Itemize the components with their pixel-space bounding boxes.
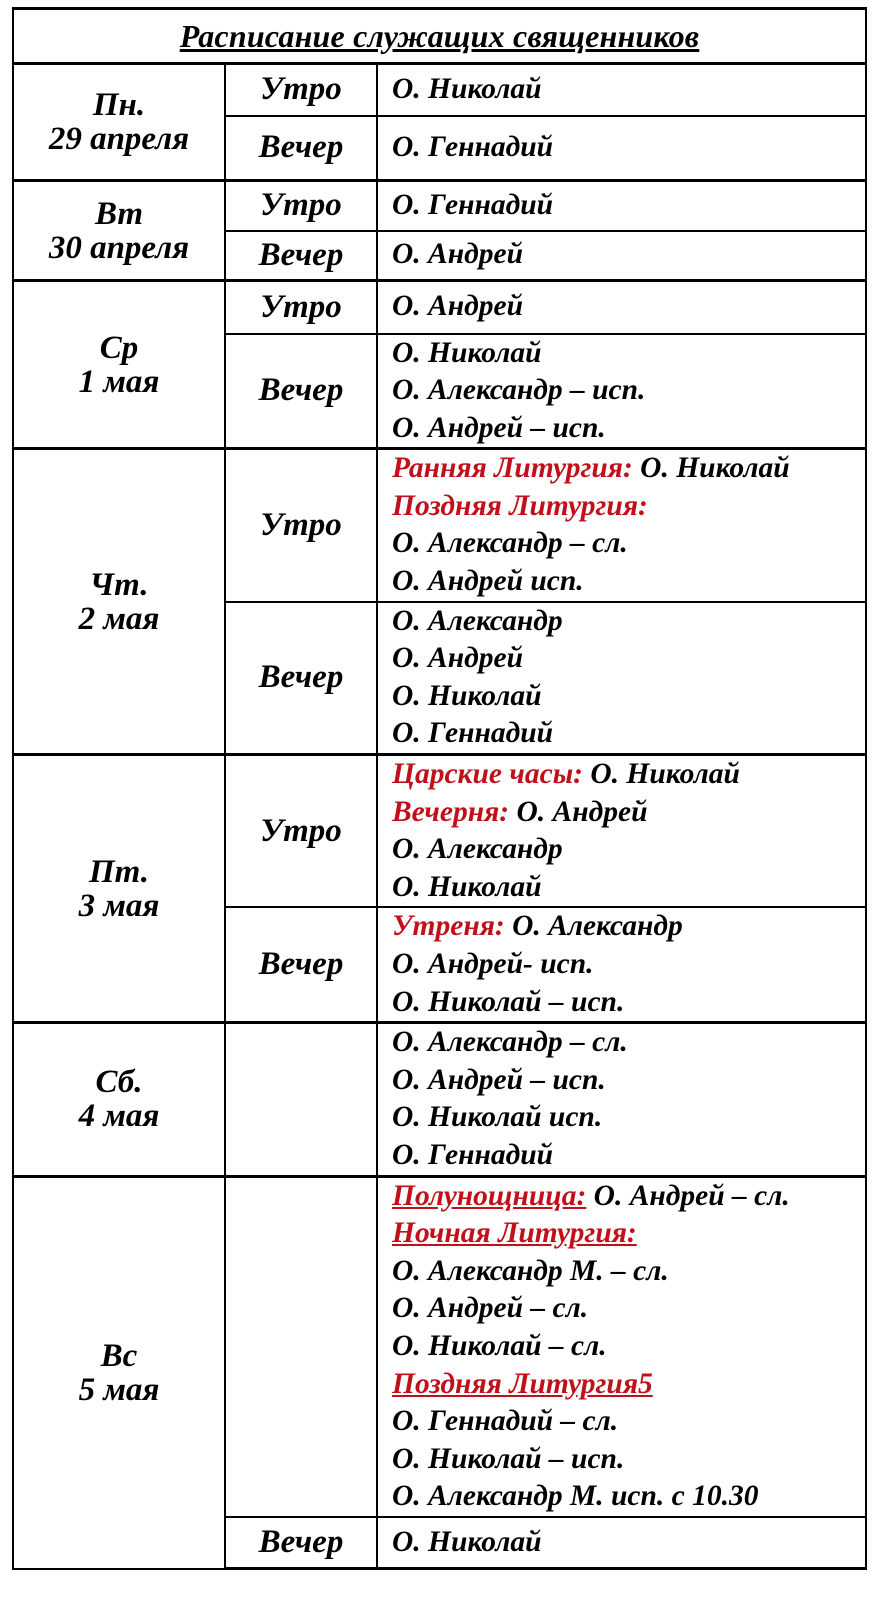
clergy-line bbox=[392, 1178, 865, 1216]
day-cell bbox=[13, 281, 225, 449]
time-of-day: Утро bbox=[225, 181, 377, 231]
clergy-list bbox=[377, 231, 866, 281]
schedule-body bbox=[13, 9, 866, 1569]
clergy-line bbox=[392, 1099, 865, 1137]
day-name: Пн. bbox=[92, 87, 146, 123]
service-name: Поздняя Литургия: bbox=[392, 489, 648, 522]
clergy-line bbox=[392, 831, 865, 869]
priest-name: О. Александр М. – сл. bbox=[392, 1254, 669, 1287]
day-date: 30 апреля bbox=[48, 229, 190, 266]
time-of-day: Утро bbox=[225, 281, 377, 334]
priest-name: О. Николай – исп. bbox=[392, 1442, 625, 1475]
time-of-day: Вечер bbox=[225, 231, 377, 281]
service-name: Ночная Литургия: bbox=[392, 1217, 637, 1250]
schedule-sheet bbox=[12, 7, 865, 1591]
priest-name: О. Андрей – сл. bbox=[392, 1292, 589, 1325]
day-cell bbox=[13, 181, 225, 281]
priest-name: О. Андрей bbox=[392, 290, 523, 323]
clergy-line bbox=[392, 984, 865, 1022]
priest-name: О. Николай bbox=[392, 1525, 542, 1558]
clergy-line bbox=[392, 488, 865, 526]
priest-name: О. Андрей bbox=[392, 238, 523, 271]
day-cell bbox=[13, 64, 225, 181]
priest-name: О. Геннадий bbox=[392, 130, 554, 163]
day-name: Ср bbox=[99, 329, 139, 366]
priest-name: О. Андрей bbox=[392, 642, 523, 675]
priest-name: О. Андрей bbox=[509, 795, 648, 828]
clergy-list bbox=[377, 755, 866, 908]
day-cell bbox=[13, 449, 225, 755]
schedule-row bbox=[13, 755, 866, 908]
priest-name: О. Николай – сл. bbox=[392, 1329, 607, 1362]
title-row bbox=[13, 9, 866, 64]
schedule-row bbox=[13, 1176, 866, 1517]
service-name: Поздняя Литургия5 bbox=[392, 1367, 653, 1400]
schedule-row bbox=[13, 1023, 866, 1176]
priest-name: О. Андрей – исп. bbox=[392, 1063, 606, 1096]
day-cell bbox=[13, 755, 225, 1023]
clergy-line bbox=[392, 525, 865, 563]
time-of-day: Вечер bbox=[225, 907, 377, 1022]
clergy-line bbox=[392, 1253, 865, 1291]
clergy-list bbox=[377, 1517, 866, 1569]
schedule-row bbox=[13, 449, 866, 602]
clergy-line bbox=[392, 563, 865, 601]
day-date: 5 мая bbox=[78, 1371, 160, 1408]
priest-name: О. Николай bbox=[632, 452, 790, 485]
clergy-line bbox=[392, 908, 865, 946]
time-of-day bbox=[225, 1023, 377, 1176]
clergy-line bbox=[392, 372, 865, 410]
clergy-line bbox=[392, 1062, 865, 1100]
day-name: Вс bbox=[100, 1337, 138, 1374]
clergy-list bbox=[377, 334, 866, 449]
time-of-day: Вечер bbox=[225, 116, 377, 181]
priest-name: О. Александр – исп. bbox=[392, 374, 646, 407]
service-name: Царские часы: bbox=[392, 758, 583, 791]
priest-name: О. Андрей- исп. bbox=[392, 948, 594, 980]
clergy-line bbox=[392, 640, 865, 678]
clergy-line bbox=[392, 236, 865, 274]
clergy-list bbox=[377, 1176, 866, 1517]
clergy-list bbox=[377, 602, 866, 755]
page-title: Расписание служащих священников bbox=[13, 9, 866, 64]
clergy-list bbox=[377, 449, 866, 602]
priest-name: О. Геннадий – сл. bbox=[392, 1405, 619, 1438]
priest-name: О. Николай bbox=[392, 72, 542, 105]
clergy-line bbox=[392, 603, 865, 641]
clergy-line bbox=[392, 410, 865, 448]
priest-name: О. Геннадий bbox=[392, 188, 554, 221]
service-name: Вечерня: bbox=[392, 795, 510, 828]
priest-name: О. Геннадий bbox=[392, 1138, 554, 1171]
day-cell bbox=[13, 1023, 225, 1176]
clergy-line bbox=[392, 794, 865, 832]
day-cell bbox=[13, 1176, 225, 1569]
service-name: Ранняя Литургия: bbox=[392, 452, 633, 485]
clergy-list bbox=[377, 116, 866, 181]
clergy-line bbox=[392, 129, 865, 167]
priest-name: О. Александр bbox=[392, 833, 563, 866]
priest-name: О. Александр bbox=[392, 604, 563, 637]
day-date: 4 мая bbox=[78, 1098, 160, 1135]
clergy-line bbox=[392, 1478, 865, 1516]
clergy-line bbox=[392, 187, 865, 225]
day-date: 1 мая bbox=[78, 363, 160, 400]
day-name: Сб. bbox=[95, 1064, 143, 1101]
clergy-line bbox=[392, 1290, 865, 1328]
schedule-row bbox=[13, 64, 866, 116]
clergy-line bbox=[392, 715, 865, 753]
priest-name: О. Николай – исп. bbox=[392, 985, 625, 1018]
day-date: 2 мая bbox=[78, 600, 160, 637]
clergy-line bbox=[392, 1137, 865, 1175]
priest-name: О. Александр М. исп. с 10.30 bbox=[392, 1480, 759, 1513]
service-name: Полунощница: bbox=[392, 1179, 587, 1212]
clergy-line bbox=[392, 1215, 865, 1253]
clergy-line bbox=[392, 869, 865, 907]
priest-name: О. Александр bbox=[504, 910, 683, 943]
priest-name: О. Александр – сл. bbox=[392, 527, 628, 560]
time-of-day: Утро bbox=[225, 755, 377, 908]
priest-name: О. Александр – сл. bbox=[392, 1026, 628, 1059]
clergy-line bbox=[392, 946, 865, 984]
time-of-day: Вечер bbox=[225, 1517, 377, 1569]
clergy-line bbox=[392, 1441, 865, 1479]
priest-name: О. Николай bbox=[583, 758, 740, 791]
clergy-line bbox=[392, 756, 865, 794]
time-of-day: Вечер bbox=[225, 334, 377, 449]
priest-name: О. Николай bbox=[392, 679, 542, 712]
time-of-day: Вечер bbox=[225, 602, 377, 755]
clergy-line bbox=[392, 1328, 865, 1366]
clergy-list bbox=[377, 1023, 866, 1176]
priest-name: О. Николай исп. bbox=[392, 1101, 603, 1134]
clergy-list bbox=[377, 281, 866, 334]
service-name: Утреня: bbox=[392, 910, 505, 943]
clergy-line bbox=[392, 1403, 865, 1441]
priest-name: О. Геннадий bbox=[392, 717, 554, 750]
clergy-line bbox=[392, 71, 865, 109]
priest-name: О. Андрей – сл. bbox=[586, 1179, 790, 1212]
clergy-line bbox=[392, 1524, 865, 1562]
priest-name: О. Андрей исп. bbox=[392, 565, 584, 598]
day-name: Вт bbox=[94, 195, 144, 232]
priest-name: О. Андрей – исп. bbox=[392, 411, 606, 444]
schedule-row bbox=[13, 281, 866, 334]
clergy-list bbox=[377, 907, 866, 1022]
clergy-line bbox=[392, 335, 865, 373]
day-date: 29 апреля bbox=[48, 121, 190, 157]
schedule-row bbox=[13, 181, 866, 231]
day-name: Пт. bbox=[89, 853, 149, 890]
priest-name: О. Николай bbox=[392, 870, 542, 903]
clergy-line bbox=[392, 1366, 865, 1404]
clergy-line bbox=[392, 288, 865, 326]
clergy-line bbox=[392, 450, 865, 488]
clergy-line bbox=[392, 678, 865, 716]
day-name: Чт. bbox=[89, 566, 149, 603]
time-of-day: Утро bbox=[225, 449, 377, 602]
clergy-line bbox=[392, 1024, 865, 1062]
clergy-list bbox=[377, 181, 866, 231]
time-of-day bbox=[225, 1176, 377, 1517]
day-date: 3 мая bbox=[78, 887, 160, 924]
priest-name: О. Николай bbox=[392, 336, 542, 369]
schedule-table bbox=[12, 7, 867, 1570]
time-of-day: Утро bbox=[225, 64, 377, 116]
clergy-list bbox=[377, 64, 866, 116]
